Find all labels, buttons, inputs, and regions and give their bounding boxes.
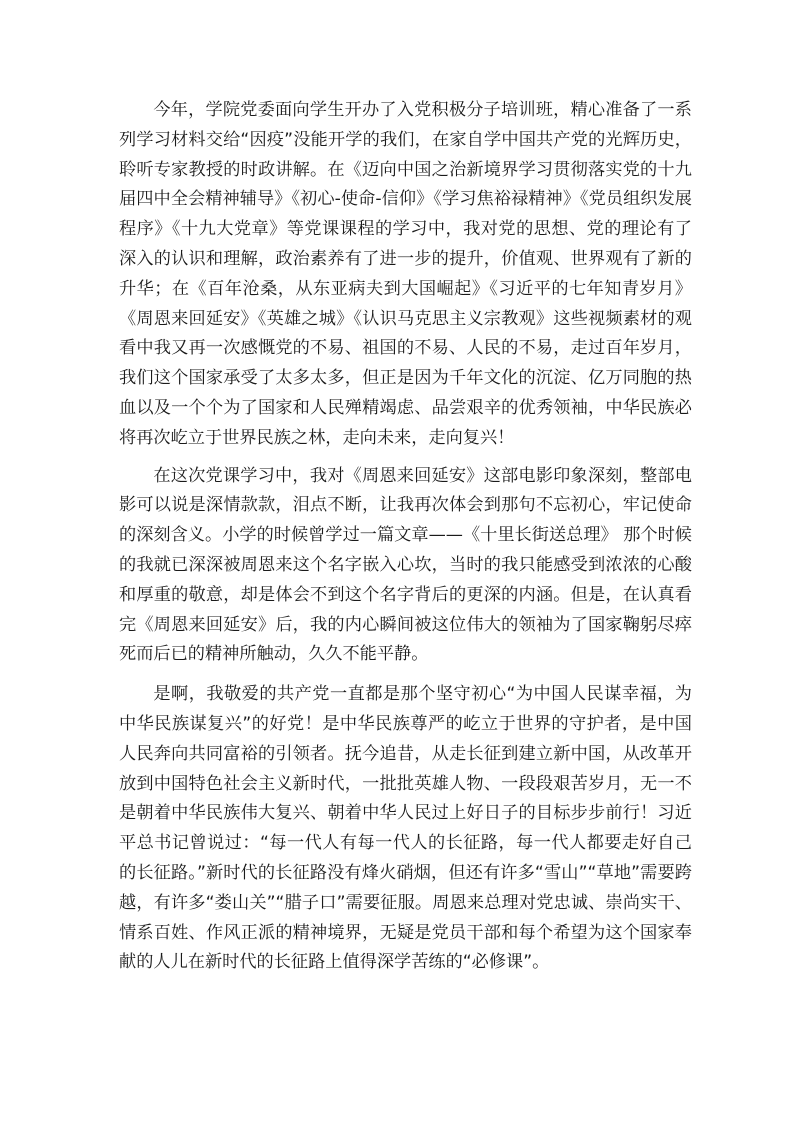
paragraph-zhou-enlai-film: 在这次党课学习中，我对《周恩来回延安》这部电影印象深刻，整部电影可以说是深情款款，泪点不断，让我再次体会到那句不忘初心，牢记使命的深刻含义。小学的时候曾学过一篇文章——《十里长街送总理》 那个时候的我就已深深被周恩来这个名字嵌入心坎，当时的我只能感受到浓浓的心酸和厚重的敬意，却是体会不到这个名字背后的更深的内涵。但是，在认真看完《周恩来回延安》后，我的内心瞬间被这位伟大的领袖为了国家鞠躬尽瘁死而后已的精神所触动，久久不能平静。 (119, 465, 692, 665)
document-page (119, 96, 692, 978)
paragraph-long-march: 是啊，我敬爱的共产党一直都是那个坚守初心“为中国人民谋幸福，为中华民族谋复兴”的好党！是中华民族尊严的屹立于世界的守护者，是中国人民奔向共同富裕的引领者。抚今追昔，从走长征到建立新中国，从改革开放到中国特色社会主义新时代，一批批英雄人物、一段段艰苦岁月，无一不是朝着中华民族伟大复兴、朝着中华人民过上好日子的目标步步前行！习近平总书记曾说过：“每一代人有每一代人的长征路，每一代人都要走好自己的长征路。”新时代的长征路没有烽火硝烟，但还有许多“雪山”“草地”需要跨越，有许多“娄山关”“腊子口”需要征服。周恩来总理对党忠诚、崇尚实干、情系百姓、作风正派的精神境界，无疑是党员干部和每个希望为这个国家奉献的人儿在新时代的长征路上值得深学苦练的“必修课”。 (119, 684, 692, 973)
paragraph-party-training: 今年，学院党委面向学生开办了入党积极分子培训班，精心准备了一系列学习材料交给“因疫”没能开学的我们，在家自学中国共产党的光辉历史，聆听专家教授的时政讲解。在《迈向中国之治新境界学习贯彻落实党的十九届四中全会精神辅导》《初心-使命-信仰》《学习焦裕禄精神》《党员组织发展程序》《十九大党章》等党课课程的学习中，我对党的思想、党的理论有了深入的认识和理解，政治素养有了进一步的提升，价值观、世界观有了新的升华；在《百年沧桑，从东亚病夫到大国崛起》《习近平的七年知青岁月》《周恩来回延安》《英雄之城》《认识马克思主义宗教观》这些视频素材的观看中我又再一次感慨党的不易、祖国的不易、人民的不易，走过百年岁月，我们这个国家承受了太多太多，但正是因为千年文化的沉淀、亿万同胞的热血以及一个个为了国家和人民殚精竭虑、品尝艰辛的优秀领袖，中华民族必将再次屹立于世界民族之林，走向未来，走向复兴！ (119, 100, 692, 448)
